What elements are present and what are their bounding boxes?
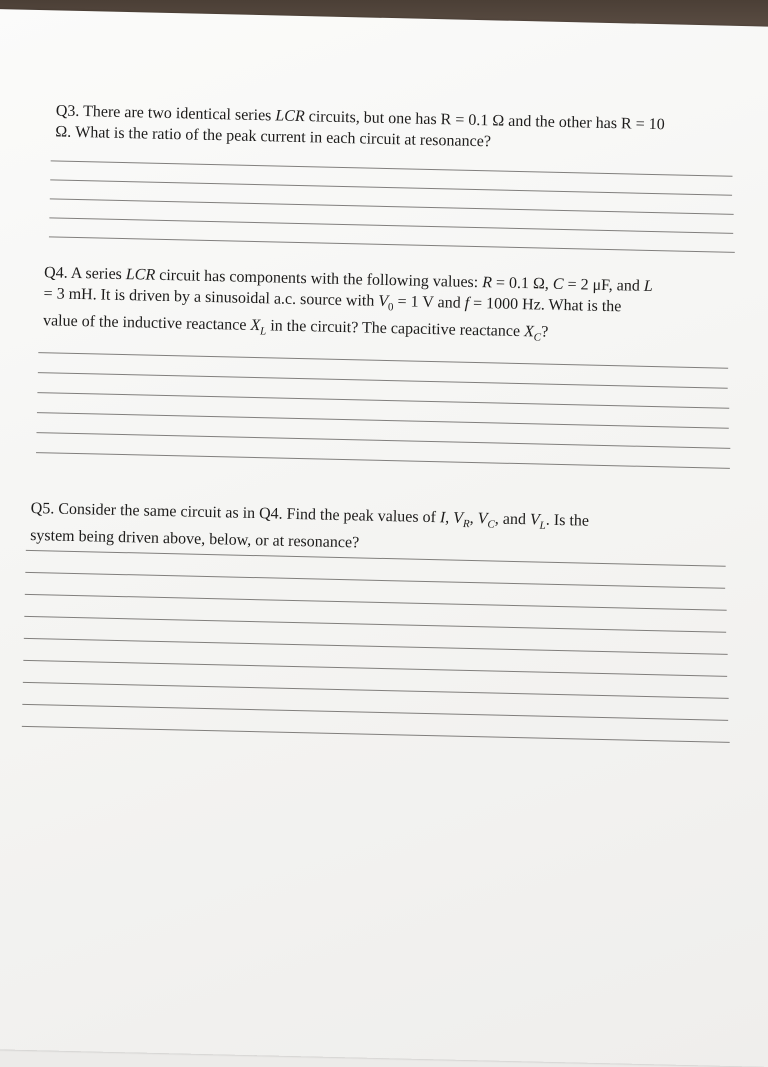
question-q5 <box>30 498 589 559</box>
answer-line <box>37 412 729 429</box>
answer-line <box>38 372 728 389</box>
answer-line <box>25 594 727 611</box>
q3-line-2: Ω. What is the ratio of the peak current in each circuit at resonance? <box>55 123 492 151</box>
q4-line-3: value of the inductive reactance $X_L$ in the circuit? The capacitive reactance $X_C$? <box>42 312 549 344</box>
answer-line <box>51 160 733 176</box>
answer-line <box>23 682 729 699</box>
answer-line <box>23 660 727 677</box>
q3-line-1: Q3. There are two identical series LCR circuits, but one has R = 0.1 Ω and the other has R = 10 <box>55 102 665 134</box>
answer-line <box>22 726 730 743</box>
q5-line-1: Q5. Consider the same circuit as in Q4. Find the peak values of I, $V_R$, $V_C$, and $V_L$. Is the <box>30 499 590 532</box>
answer-line <box>36 432 730 449</box>
answer-line <box>50 179 732 195</box>
answer-line <box>49 217 733 234</box>
answer-line <box>50 198 734 215</box>
question-q4 <box>43 262 653 351</box>
question-q3 <box>55 100 665 156</box>
answer-line <box>24 638 728 655</box>
worksheet-page <box>0 8 768 1067</box>
answer-line <box>49 236 735 253</box>
answer-line <box>24 616 726 633</box>
answer-line <box>36 452 730 469</box>
q4-line-1: Q4. A series LCR circuit has components with the following values: R = 0.1 Ω, C = 2 μF, and L <box>43 264 653 296</box>
answer-line <box>22 704 728 721</box>
answer-line <box>37 392 729 409</box>
q4-line-2: = 3 mH. It is driven by a sinusoidal a.c. source with $V_0 = 1$ V and f = 1000 Hz. What is the <box>43 285 622 316</box>
q5-line-2: system being driven above, below, or at resonance? <box>29 527 360 552</box>
answer-line <box>25 572 725 589</box>
answer-line <box>38 352 728 369</box>
